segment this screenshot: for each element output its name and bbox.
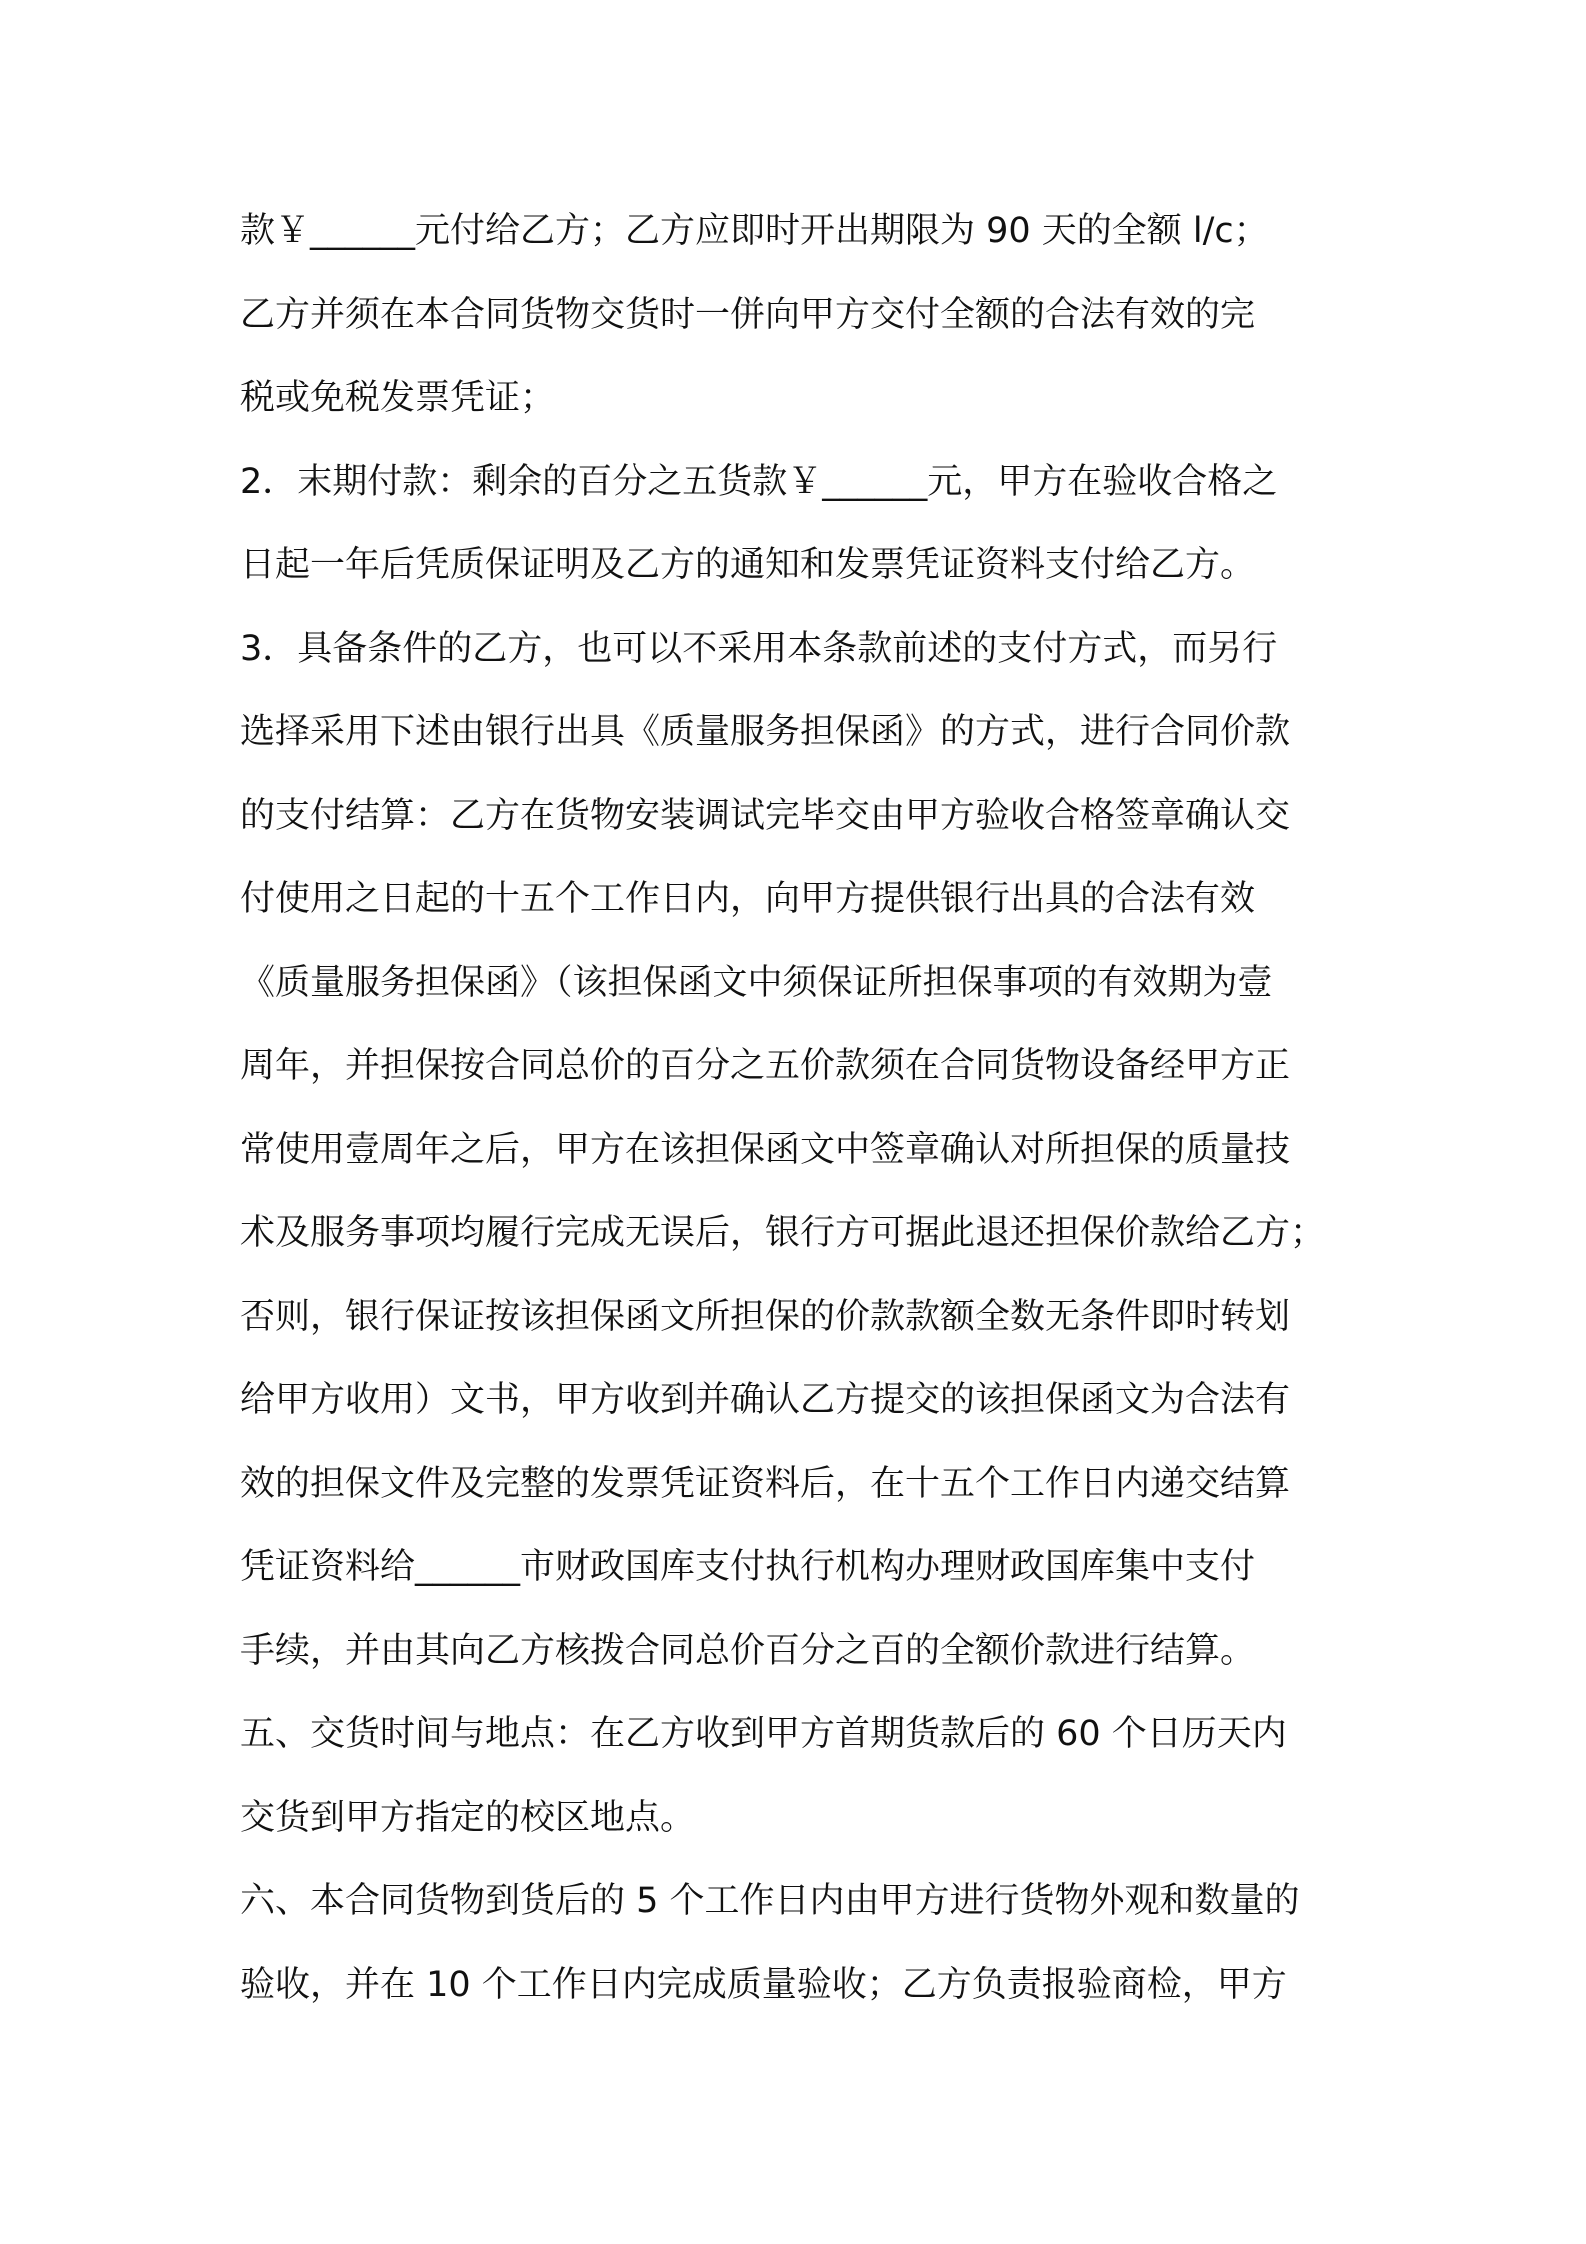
text-line: 交货到甲方指定的校区地点。 — [240, 1797, 696, 1838]
text-line: 的支付结算：乙方在货物安装调试完毕交由甲方验收合格签章确认交 — [240, 795, 1291, 836]
text-line: 周年，并担保按合同总价的百分之五价款须在合同货物设备经甲方正 — [240, 1046, 1291, 1086]
text-line: 给甲方收用）文书，甲方收到并确认乙方提交的该担保函文为合法有 — [240, 1380, 1291, 1420]
text-line: 税或免税发票凭证； — [240, 378, 556, 418]
text-line: 常使用壹周年之后，甲方在该担保函文中签章确认对所担保的质量技 — [240, 1129, 1291, 1170]
text-line: 六、本合同货物到货后的 5 个工作日内由甲方进行货物外观和数量的 — [240, 1881, 1300, 1921]
text-line: 选择采用下述由银行出具《质量服务担保函》的方式，进行合同价款 — [240, 712, 1291, 752]
text-line: 否则，银行保证按该担保函文所担保的价款款额全数无条件即时转划 — [240, 1296, 1291, 1337]
text-line: 日起一年后凭质保证明及乙方的通知和发票凭证资料支付给乙方。 — [240, 545, 1256, 585]
text-line: 3．具备条件的乙方，也可以不采用本条款前述的支付方式，而另行 — [240, 628, 1278, 669]
text-line: 手续，并由其向乙方核拨合同总价百分之百的全额价款进行结算。 — [240, 1630, 1256, 1671]
contract-text — [240, 190, 1360, 2027]
text-line: 验收，并在 10 个工作日内完成质量验收；乙方负责报验商检，甲方 — [240, 1964, 1287, 2005]
text-line: 五、交货时间与地点：在乙方收到甲方首期货款后的 60 个日历天内 — [240, 1714, 1287, 1754]
text-line: 效的担保文件及完整的发票凭证资料后，在十五个工作日内递交结算 — [240, 1463, 1291, 1504]
text-line: 凭证资料给______市财政国库支付执行机构办理财政国库集中支付 — [240, 1547, 1256, 1587]
text-line: 乙方并须在本合同货物交货时一併向甲方交付全额的合法有效的完 — [240, 294, 1256, 335]
text-line: 款￥______元付给乙方；乙方应即时开出期限为 90 天的全额 l/c； — [240, 211, 1269, 251]
text-line: 2．末期付款：剩余的百分之五货款￥______元，甲方在验收合格之 — [240, 461, 1278, 502]
text-line: 《质量服务担保函》（该担保函文中须保证所担保事项的有效期为壹 — [240, 962, 1273, 1003]
text-line: 术及服务事项均履行完成无误后，银行方可据此退还担保价款给乙方； — [240, 1213, 1326, 1253]
text-line: 付使用之日起的十五个工作日内，向甲方提供银行出具的合法有效 — [240, 879, 1256, 919]
